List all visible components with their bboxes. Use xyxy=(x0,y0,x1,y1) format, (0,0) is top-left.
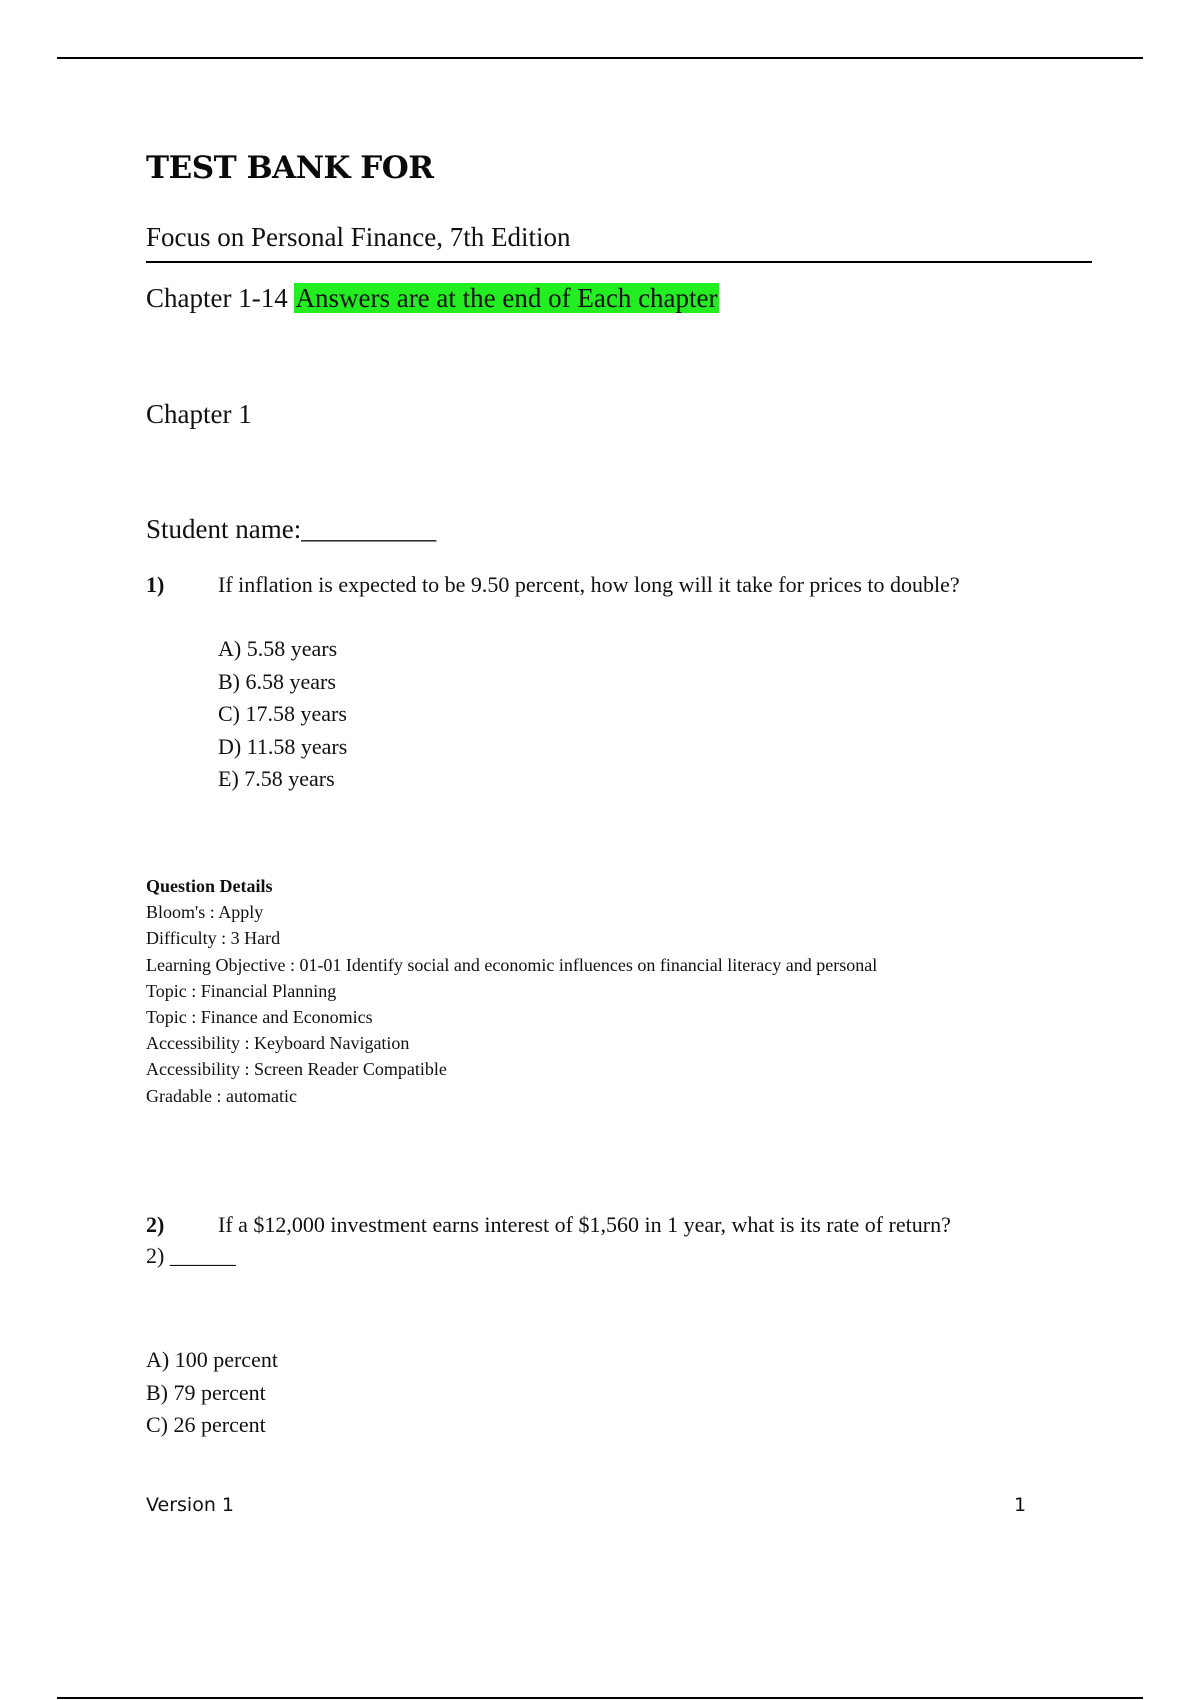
question-details-heading: Question Details xyxy=(146,876,273,896)
detail-accessibility-2: Accessibility : Screen Reader Compatible xyxy=(146,1059,447,1080)
detail-topic-1: Topic : Financial Planning xyxy=(146,980,337,1001)
detail-difficulty: Difficulty : 3 Hard xyxy=(146,928,281,949)
detail-gradable: Gradable : automatic xyxy=(146,1085,297,1106)
detail-blooms: Bloom's : Apply xyxy=(146,902,264,923)
chapter-range-line xyxy=(146,283,719,314)
detail-learning-objective: Learning Objective : 01-01 Identify social and economic influences on financial literacy and personal xyxy=(146,954,878,975)
question-2-number: 2) xyxy=(146,1212,165,1237)
detail-topic-2: Topic : Finance and Economics xyxy=(146,1007,373,1028)
question-details xyxy=(146,873,877,1109)
question-1-option-c: C) 17.58 years xyxy=(218,701,347,726)
question-1-option-a: A) 5.58 years xyxy=(218,636,338,661)
document-subtitle: Focus on Personal Finance, 7th Edition xyxy=(146,222,1092,263)
question-2-options xyxy=(146,1344,278,1442)
question-1-options xyxy=(218,633,347,796)
chapter-note-highlight: Answers are at the end of Each chapter xyxy=(295,283,718,313)
document-title: TEST BANK FOR xyxy=(146,150,434,186)
question-2-text: If a $12,000 investment earns interest of $1,560 in 1 year, what is its rate of return? xyxy=(218,1212,951,1237)
question-2-option-b: B) 79 percent xyxy=(146,1379,266,1405)
question-1-option-b: B) 6.58 years xyxy=(218,668,336,694)
detail-accessibility-1: Accessibility : Keyboard Navigation xyxy=(146,1033,410,1054)
student-name-field: Student name:__________ xyxy=(146,514,437,544)
chapter-range: Chapter 1-14 xyxy=(146,283,288,313)
chapter-heading: Chapter 1 xyxy=(146,399,252,429)
question-2-answer-blank: 2) ______ xyxy=(146,1243,236,1268)
footer-page-number: 1 xyxy=(1014,1494,1027,1516)
question-2-option-c: C) 26 percent xyxy=(146,1412,266,1437)
top-rule xyxy=(57,57,1143,59)
footer-version: Version 1 xyxy=(146,1494,234,1516)
question-1-option-e: E) 7.58 years xyxy=(218,766,335,791)
bottom-rule xyxy=(57,1697,1143,1699)
question-1-option-d: D) 11.58 years xyxy=(218,733,348,759)
question-1-number: 1) xyxy=(146,572,165,597)
question-1-text: If inflation is expected to be 9.50 percent, how long will it take for prices to double? xyxy=(218,572,960,597)
question-2-option-a: A) 100 percent xyxy=(146,1347,278,1372)
